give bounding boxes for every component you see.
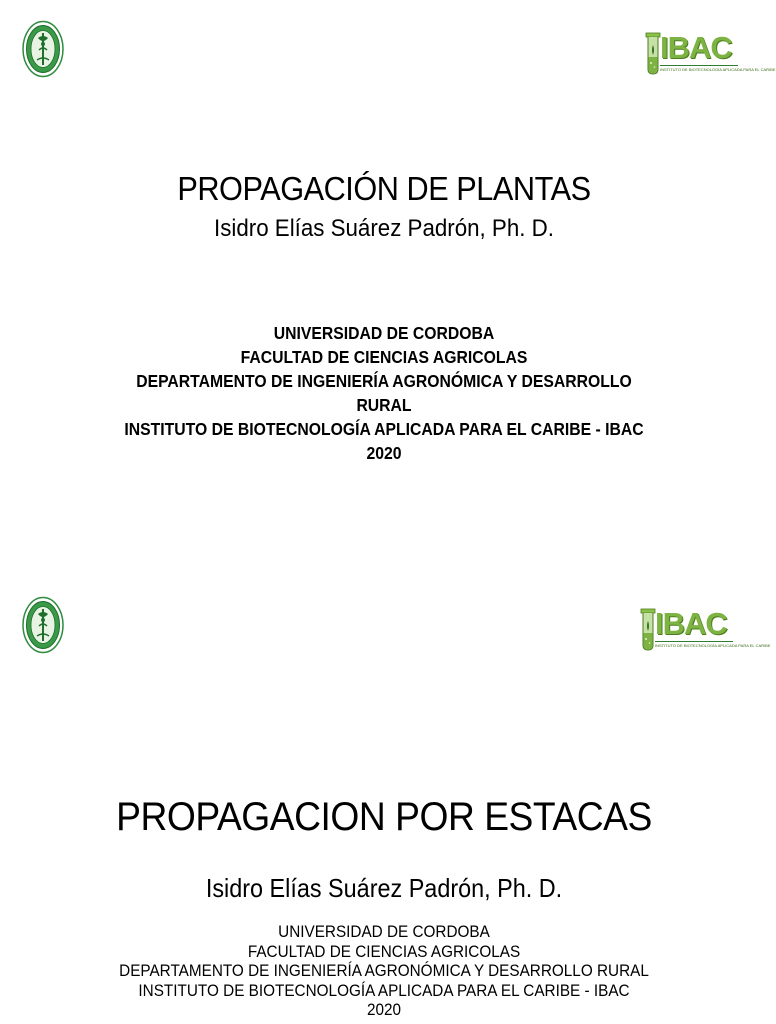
slide-title: PROPAGACIÓN DE PLANTAS: [177, 170, 591, 207]
ibac-logo: [645, 30, 776, 79]
ibac-logo: [640, 606, 771, 655]
year: 2020: [366, 1000, 402, 1019]
ibac-logo-word: IBAC: [660, 30, 732, 65]
slide-title: PROPAGACION POR ESTACAS: [116, 795, 652, 839]
test-tube-flask-icon: [640, 609, 656, 651]
test-tube-flask-icon: [645, 33, 661, 75]
ibac-logo-subtitle: INSTITUTO DE BIOTECNOLOGÍA APLICADA PARA EL CARIBE: [660, 67, 776, 72]
university-seal-logo: [22, 596, 64, 654]
university-seal-logo: [22, 20, 64, 78]
department-name: DEPARTAMENTO DE INGENIERÍA AGRONÓMICA Y DESARROLLO RURAL: [119, 961, 649, 980]
institution-block: [0, 321, 768, 465]
slide-author: Isidro Elías Suárez Padrón, Ph. D.: [205, 873, 563, 903]
year: 2020: [366, 443, 402, 463]
university-name: UNIVERSIDAD DE CORDOBA: [278, 922, 490, 941]
slide-2: [0, 576, 771, 1024]
institution-block: [0, 922, 768, 1020]
department-name: DEPARTAMENTO DE INGENIERÍA AGRONÓMICA Y DESARROLLO RURAL: [136, 371, 632, 415]
slide-author: Isidro Elías Suárez Padrón, Ph. D.: [214, 215, 554, 242]
institute-name: INSTITUTO DE BIOTECNOLOGÍA APLICADA PARA EL CARIBE - IBAC: [124, 419, 644, 439]
institute-name: INSTITUTO DE BIOTECNOLOGÍA APLICADA PARA EL CARIBE - IBAC: [138, 980, 630, 1000]
ibac-logo-subtitle: INSTITUTO DE BIOTECNOLOGÍA APLICADA PARA EL CARIBE: [655, 643, 771, 648]
faculty-name: FACULTAD DE CIENCIAS AGRICOLAS: [240, 347, 528, 367]
ibac-logo-word: IBAC: [655, 606, 727, 641]
faculty-name: FACULTAD DE CIENCIAS AGRICOLAS: [247, 941, 521, 961]
university-name: UNIVERSIDAD DE CORDOBA: [273, 323, 495, 343]
